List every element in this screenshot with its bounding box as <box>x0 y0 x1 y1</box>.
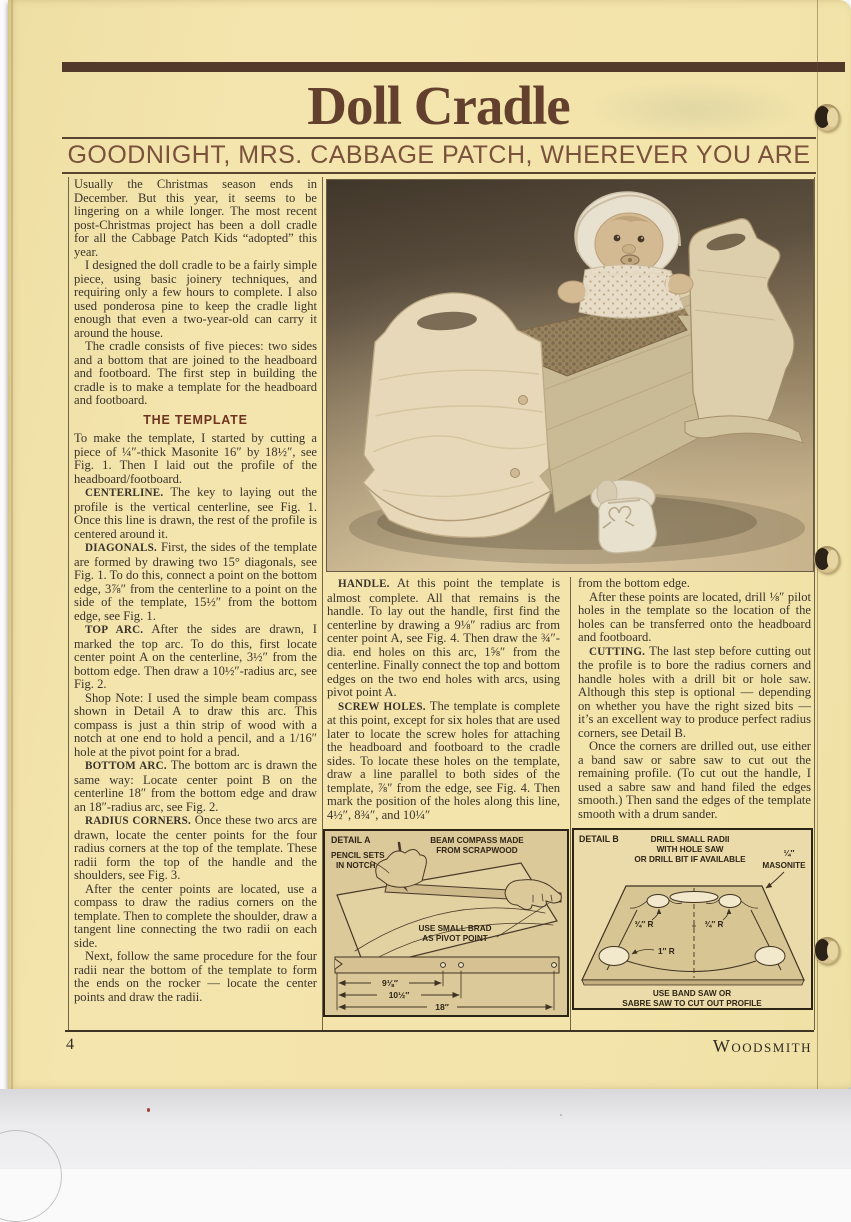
detail-a-box <box>323 829 569 1017</box>
radius-label-left: ¾″ R <box>634 920 654 929</box>
pencil-note-line2: IN NOTCH <box>336 861 376 870</box>
paragraph: After these points are located, drill ⅛″ pilot holes in the template so the location of the holes can be transferred onto the headboard and footboard. <box>578 589 811 644</box>
column-left-text <box>74 178 317 1004</box>
paragraph: TOP ARC. After the sides are drawn, I marked the top arc. To do this, first locate center point A on the centerline, 3½″ from the bottom edge. Then draw a 10½″-radius arc, see Fig. 2. <box>74 622 317 691</box>
dimension-9-1-8: 9⅛″ <box>382 978 398 988</box>
pivot-note-line2: AS PIVOT POINT <box>422 934 488 943</box>
pivot-note-line1: USE SMALL BRAD <box>418 924 492 933</box>
dimension-18: 18″ <box>435 1002 449 1012</box>
paragraph: DIAGONALS. First, the sides of the template are formed by drawing two 15° diagonals, see Fig. 1. To do this, connect a point on the bottom edge, 3⅞″ from the centerline to a point on the side of the template, 15½″ from the bottom edge, see Fig. 1. <box>74 540 317 623</box>
drill-title-line1: DRILL SMALL RADII <box>650 835 730 844</box>
paragraph: The cradle consists of five pieces: two sides and a bottom that are joined to the headboard and footboard. The first step in building the cradle is to make a template for the headboard and footboard. <box>74 339 317 407</box>
column-divider-2 <box>570 577 571 1030</box>
radius-label-right: ¾″ R <box>704 920 724 929</box>
paragraph: SCREW HOLES. The template is complete at this point, except for six holes that are used later to locate the screw holes for attaching the headboard and footboard to the cradle sides. To locate these holes on the template, draw a line parallel to both sides of the template, ⅞″ from the edge, see Fig. 4. Then mark the position of the holes along this line, 4½″, 8¾″, and 10¼″ <box>327 698 560 822</box>
dimension-10-1-2: 10½″ <box>388 990 410 1000</box>
column-left <box>74 178 317 1004</box>
cut-note-line2: SABRE SAW TO CUT OUT PROFILE <box>622 999 762 1008</box>
paragraph-lead-in: CUTTING. <box>589 645 646 658</box>
column-right-text <box>578 577 811 821</box>
paragraph-lead-in: TOP ARC. <box>85 624 144 636</box>
detail-a-label: DETAIL A <box>331 835 371 845</box>
paragraph-lead-in: HANDLE. <box>338 578 390 590</box>
section-heading: THE TEMPLATE <box>143 412 248 427</box>
paragraph: CUTTING. The last step before cutting out the profile is to bore the radius corners and handle holes with a drill bit or hole saw. Although this step is optional — depending on whether you have the right sized bits — it’s an excellent way to produce perfect radius corners, see Detail B. <box>578 643 811 740</box>
column-middle-text <box>327 577 560 822</box>
compass-note-line2: FROM SCRAPWOOD <box>436 846 518 855</box>
masonite-thickness: ¼″ <box>783 849 795 858</box>
paragraph: I designed the doll cradle to be a fairly simple piece, using basic joinery techniques, and requiring only a few hours to complete. I also used ponderosa pine to keep the cradle light enough that even a two-year-old can carry it around the house. <box>74 258 317 340</box>
paragraph-lead-in: BOTTOM ARC. <box>85 760 167 772</box>
subtitle: GOODNIGHT, MRS. CABBAGE PATCH, WHEREVER YOU ARE <box>67 141 811 169</box>
cut-note-line1: USE BAND SAW OR <box>652 989 732 998</box>
binder-hole-top <box>814 104 840 131</box>
header-bar <box>62 62 845 72</box>
subtitle-rule <box>62 172 816 174</box>
paragraph: After the center points are located, use a compass to draw the radius corners on the template. Then to complete the shoulder, draw a tangent line connecting the two radii on each side. <box>74 881 317 950</box>
paragraph: from the bottom edge. <box>578 576 690 590</box>
paragraph: HANDLE. At this point the template is almost complete. All that remains is the handle. To lay out the handle, first find the centerline by drawing a 9⅛″ radius arc from center point A, see Fig. 4. Then draw the ¾″-dia. end holes on this arc, 1⅝″ from the centerline. Finally connect the top and bottom edges on the two end holes with arcs, using pivot point A. <box>327 576 560 699</box>
masonite-label: MASONITE <box>762 861 806 870</box>
paragraph: Once the corners are drilled out, use either a band saw or sabre saw to cut out the remaining profile. (To cut out the handle, I used a sabre saw and hand filed the edges smooth.) Then sand the edges of the template smooth with a drum sander. <box>578 739 811 821</box>
paragraph: BOTTOM ARC. The bottom arc is drawn the same way: Locate center point B on the centerline 18″ from the bottom edge and draw an 18″-radius arc, see Fig. 2. <box>74 758 317 814</box>
drill-title-line3: OR DRILL BIT IF AVAILABLE <box>634 855 746 864</box>
binder-hole-bottom <box>814 937 840 964</box>
page-title: Doll Cradle <box>307 75 570 136</box>
column-right <box>578 577 813 1010</box>
frame-line-right <box>814 177 815 1030</box>
pencil-note-line1: PENCIL SETS <box>331 851 385 860</box>
frame-line-left <box>68 177 69 1030</box>
page-number: 4 <box>66 1036 74 1053</box>
paragraph-lead-in: DIAGONALS. <box>85 542 157 554</box>
brand-name: Woodsmith <box>712 1036 812 1056</box>
binder-hole-middle <box>814 546 840 573</box>
detail-b-illustration <box>582 872 804 985</box>
paragraph: Next, follow the same procedure for the four radii near the bottom of the template to form the ends on the rocker — locate the center points and draw the radii. <box>74 949 317 1004</box>
page-crease <box>11 0 13 1089</box>
paragraph: Usually the Christmas season ends in December. But this year, it seems to be lingering on a while longer. The most recent post-Christmas project has been a doll cradle for all the Cabbage Patch Kids “adopted” this year. <box>74 177 317 259</box>
paragraph: RADIUS CORNERS. Once these two arcs are drawn, locate the center points for the four radius corners at the top of the template. These radii form the top of the handle and the shoulders, see Fig. 3. <box>74 813 317 882</box>
paragraph-lead-in: RADIUS CORNERS. <box>85 815 191 827</box>
page-fold-line <box>817 0 818 1089</box>
dust-speck <box>147 1108 150 1112</box>
drill-title-line2: WITH HOLE SAW <box>656 845 724 854</box>
radius-label-large: 1″ R <box>658 947 675 956</box>
title-rule <box>62 137 816 139</box>
detail-b-box <box>572 828 813 1010</box>
footer-rule <box>65 1030 814 1032</box>
paragraph-lead-in: CENTERLINE. <box>85 487 164 499</box>
scanner-bed <box>0 1089 851 1169</box>
paragraph: Shop Note: I used the simple beam compass shown in Detail A to draw this arc. This compass is just a thin strip of wood with a notch at one end to hold a pencil, and a 1/16″ hole at the pivot point for a brad. <box>74 690 317 759</box>
paragraph: CENTERLINE. The key to laying out the profile is the vertical centerline, see Fig. 1. Once this line is drawn, the rest of the profile is centered around it. <box>74 485 317 541</box>
column-middle <box>327 577 563 1017</box>
paragraph: To make the template, I started by cutting a piece of ¼″-thick Masonite 16″ by 18½″, see Fig. 1. Then I laid out the profile of the headboard/footboard. <box>74 431 317 486</box>
paragraph-lead-in: SCREW HOLES. <box>338 700 426 713</box>
cradle-photo <box>327 180 813 571</box>
detail-b-label: DETAIL B <box>579 834 619 844</box>
cradle-illustration <box>327 180 813 571</box>
dust-speck <box>560 1114 562 1116</box>
compass-note-line1: BEAM COMPASS MADE <box>430 836 524 845</box>
